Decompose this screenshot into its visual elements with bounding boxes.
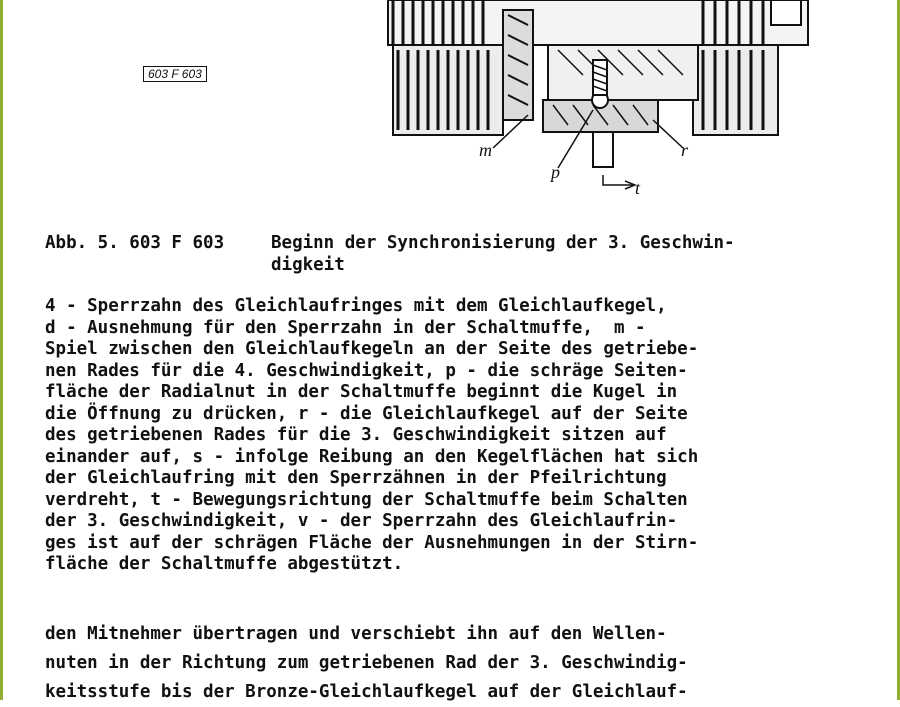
label-r: r bbox=[681, 140, 689, 160]
caption-label: Abb. 5. 603 F 603 bbox=[45, 233, 225, 253]
legend-line: die Öffnung zu drücken, r - die Gleichlaufkegel auf der Seite bbox=[45, 403, 688, 424]
legend-line: d - Ausnehmung für den Sperrzahn in der Schaltmuffe, m - bbox=[45, 317, 646, 338]
legend-line: einander auf, s - infolge Reibung an den Kegelflächen hat sich bbox=[45, 446, 699, 467]
body-line: keitsstufe bis der Bronze-Gleichlaufkegel auf der Gleichlauf- bbox=[45, 682, 688, 702]
legend-line: der 3. Geschwindigkeit, v - der Sperrzahn des Gleichlaufrin- bbox=[45, 511, 678, 531]
figure-reference-box: 603 F 603 bbox=[143, 66, 207, 82]
figure-caption bbox=[45, 232, 895, 276]
caption-text-line2: digkeit bbox=[271, 255, 345, 275]
legend-line: ges ist auf der schrägen Fläche der Ausnehmungen in der Stirn- bbox=[45, 532, 699, 553]
technical-drawing bbox=[3, 0, 900, 215]
legend-line: Spiel zwischen den Gleichlaufkegeln an der Seite des getriebe- bbox=[45, 339, 699, 359]
legend-line: 4 - Sperrzahn des Gleichlaufringes mit dem Gleichlaufkegel, bbox=[45, 296, 667, 316]
caption-text-line1: Beginn der Synchronisierung der 3. Geschwin- bbox=[271, 233, 735, 253]
label-m: m bbox=[479, 140, 492, 160]
legend-line: nen Rades für die 4. Geschwindigkeit, p - die schräge Seiten- bbox=[45, 360, 688, 381]
legend-line: fläche der Schaltmuffe abgestützt. bbox=[45, 554, 404, 574]
label-p: p bbox=[551, 162, 560, 182]
legend-line: des getriebenen Rades für die 3. Geschwindigkeit sitzen auf bbox=[45, 425, 667, 445]
figure-legend bbox=[45, 296, 875, 576]
legend-line: fläche der Radialnut in der Schaltmuffe beginnt die Kugel in bbox=[45, 382, 678, 402]
label-t: t bbox=[635, 178, 641, 198]
legend-line: verdreht, t - Bewegungsrichtung der Schaltmuffe beim Schalten bbox=[45, 489, 688, 510]
synchronizer-drawing bbox=[3, 0, 900, 215]
body-line: nuten in der Richtung zum getriebenen Rad der 3. Geschwindig- bbox=[45, 653, 688, 673]
legend-line: der Gleichlaufring mit den Sperrzähnen in der Pfeilrichtung bbox=[45, 468, 667, 488]
body-paragraph bbox=[45, 620, 875, 707]
body-line: den Mitnehmer übertragen und verschiebt ihn auf den Wellen- bbox=[45, 624, 667, 644]
